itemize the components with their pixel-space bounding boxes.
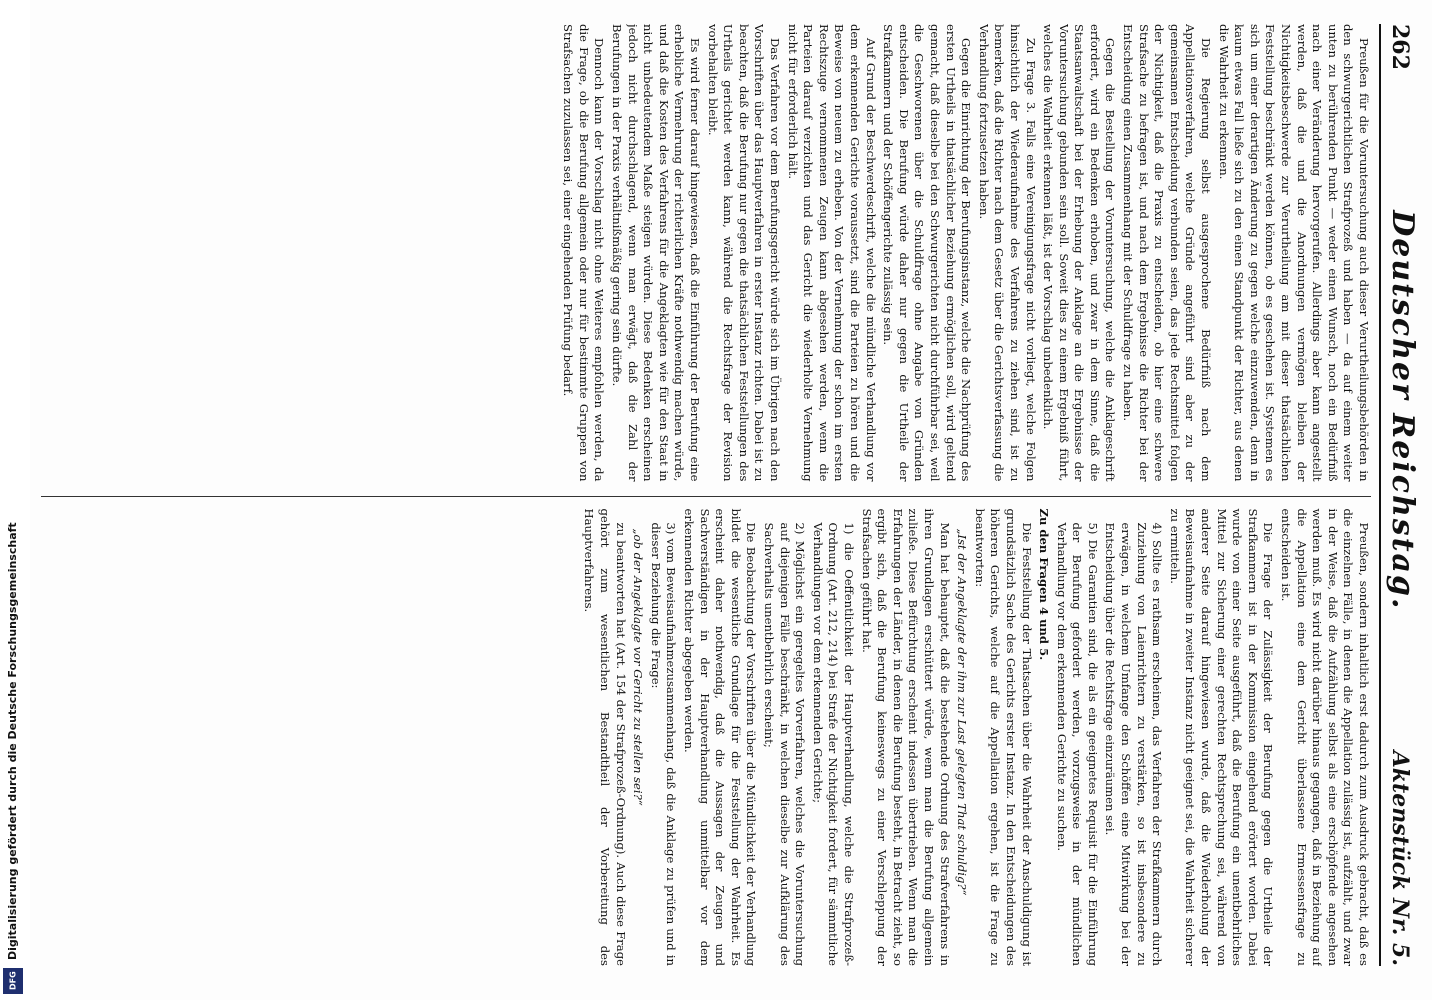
quoted-question: „Ist der Angeklagte der ihm zur Last gelegten That schuldig?“ <box>955 528 970 896</box>
paragraph: Gegen die Einrichtung der Berufungsinstanz, welche die Nachprüfung des ersten Urtheils in thatsächlicher Beziehung ermöglichen soll, wird geltend gemacht, daß dieselbe bei den Schwurgerichten nicht durchführbar sei, weil die Geschworenen über die Schuldfrage ohne Angabe von Gründen entscheiden. Die Berufung würde daher nur gegen die Urtheile der Strafkammern und der Schöffengerichte zulässig sein. <box>881 24 974 482</box>
quoted-question: „ob der Angeklagte vor Gericht zu stellen sei?“ <box>631 528 646 806</box>
paragraph: Die Frage der Zulässigkeit der Berufung gegen die Urtheile der Strafkammern ist in der Kommission eingehend erörtert worden. Dabei wurde von einer Seite ausgeführt, daß die Berufung ein unentbehrliches Mittel zur Sicherung einer gerechten Rechtsprechung sei, während von anderer Seite darauf hingewiesen wurde, daß die Wiederholung der Beweisaufnahme in zweiter Instanz nicht geeignet sei, die Wahrheit sicherer zu ermitteln. <box>1167 508 1276 966</box>
page-number: 262 <box>1387 24 1413 70</box>
paragraph: Es wird ferner darauf hingewiesen, daß die Einführung der Berufung eine erhebliche Vermehrung der richterlichen Kräfte nothwendig machen würde, und daß die Kosten des Verfahrens für die Angeklagten wie für den Staat in nicht unbedeutendem Maße steigen würden. Diese Bedenken erscheinen jedoch nicht durchschlagend, wenn man erwägt, daß die Zahl der Berufungen in der Praxis verhältnißmäßig gering sein dürfte. <box>610 24 703 482</box>
numbered-item: 1) die Oeffentlichkeit der Hauptverhandlung, welche die Strafprozeß-Ordnung (Art. 212, 214) bei Strafe der Nichtigkeit fordert, für sämmtliche Verhandlungen vor dem erkennenden Gerichte; <box>810 522 856 966</box>
paragraph: Preußen für die Voruntersuchung auch dieser Verurtheilungsbehörden in den schwurgerichtlichen Strafprozeß und haben — da auf einem weiter unten zu berührenden Punkt — weder einen Wunsch, noch ein Bedürfniß nach einer Veränderung hervorgerufen. Allerdings aber kann angestellt werden, daß die und die Anordnungen vermögen bleiben der Nichtigkeitsbeschwerde zur Verurtheilung am mit dieser thatsächlichen Feststellung beschränkt werden können, ob es geschehen ist. Systemen es sich um einer derartigen Änderung zu gegen welche einzuwenden, denn in kaum etwas Fall ließe sich zu den einen Standpunkt der Richter, aus denen die Wahrheit zu erkennen. <box>1216 24 1371 482</box>
paragraph: Auf Grund der Beschwerdeschrift, welche die mündliche Verhandlung vor dem erkennenden Gerichte voraussetzt, sind die Parteien zu hören und die Beweise von neuem zu erheben. Von der Vernehmung der schon im ersten Rechtszuge vernommenen Zeugen kann abgesehen werden, wenn die Parteien darauf verzichten und das Gericht die wiederholte Vernehmung nicht für erforderlich hält. <box>785 24 878 482</box>
paragraph: Preußen, sondern inhaltlich erst dadurch zum Ausdruck gebracht, daß es die einzelnen Fälle, in denen die Appellation zulässig ist, aufzählt, und zwar in der Weise, daß die Aufzählung selbst als eine erschöpfende angesehen werden muß. Es wird nicht darüber hinaus gegangen, daß in Beziehung auf die Appellation eine dem Gericht überlassene Ermessensfrage zu entscheiden ist. <box>1279 508 1371 966</box>
scanned-page <box>30 0 1432 1000</box>
paragraph: Man hat behauptet, daß die bestehende Ordnung des Strafverfahrens in ihren Grundlagen erschüttert würde, wenn man die Berufung allgemein zuließe. Diese Befürchtung erscheint indessen übertrieben. Wenn man die Erfahrungen der Länder, in denen die Berufung besteht, in Betracht zieht, so ergibt sich, daß die Berufung keineswegs zu einer Verschleppung der Strafsachen geführt hat. <box>859 508 952 966</box>
numbered-item: 4) Sollte es rathsam erscheinen, das Verfahren der Strafkammern durch Zuziehung von Laienrichtern zu verstärken, so ist insbesondere zu erwägen, in welchem Umfange den Schöffen eine Mitwirkung bei der Entscheidung über die Rechtsfrage einzuräumen sei. <box>1103 522 1165 966</box>
text-column-right <box>41 496 1371 967</box>
document-number: Aktenstück Nr. 5. <box>1387 750 1413 966</box>
numbered-item: 5) Die Garantien sind, die als ein geeignetes Requisit für die Einführung der Berufung gefordert werden, vorzugsweise in der mündlichen Verhandlung vor dem erkennenden Gerichte zu suchen. <box>1054 522 1100 966</box>
text-columns <box>41 24 1371 966</box>
paragraph: zu beantworten hat (Art. 154 der Strafprozeß-Ordnung). Auch diese Frage gehört zum wesentlichen Bestandtheil der Vorbereitung des Hauptverfahrens. <box>582 508 628 966</box>
digitization-credit: Digitalisierung gefördert durch die Deutsche Forschungsgemeinschaft <box>6 522 19 960</box>
section-heading: Zu den Fragen 4 und 5. <box>1037 508 1052 661</box>
numbered-item: 2) Möglichst ein geregeltes Vorverfahren, welches die Voruntersuchung auf diejenigen Fälle beschränkt, in welchen dieselbe zur Aufklärung des Sachverhalts unentbehrlich erscheint; <box>762 522 808 966</box>
paragraph: Das Verfahren vor dem Berufungsgericht würde sich im Übrigen nach den Vorschriften über das Hauptverfahren in erster Instanz richten. Dabei ist zu beachten, daß die Berufung nur gegen die thatsächlichen Feststellungen des Urtheils gerichtet werden kann, während die Rechtsfrage der Revision vorbehalten bleibt. <box>705 24 783 482</box>
paragraph: Zu Frage 3. Falls eine Vereinigungsfrage nicht vorliegt, welche Folgen hinsichtlich der Wiederaufnahme des Verfahrens zu ziehen sind, ist zu bemerken, daß die Richter nach dem Gesetz über die Gerichtsverfassung die Verhandlung fortzusetzen haben. <box>976 24 1038 482</box>
numbered-item: 3) vom Beweisaufnahmezusammenhang, daß die Anklage zu prüfen und in dieser Beziehung die Frage: <box>648 522 679 966</box>
page-header <box>1379 24 1420 966</box>
running-title: Deutscher Reichstag. <box>1385 210 1420 611</box>
paragraph: Die Beobachtung der Vorschriften über die Mündlichkeit der Verhandlung bildet die wesentliche Grundlage für die Feststellung der Wahrheit. Es erscheint daher nothwendig, daß die Aussagen der Zeugen und Sachverständigen in der Hauptverhandlung unmittelbar vor dem erkennenden Richter abgegeben werden. <box>682 508 759 966</box>
text-column-left <box>41 24 1371 482</box>
dfg-logo-icon: DFG <box>3 968 23 994</box>
rotated-page-content <box>36 0 1426 1000</box>
paragraph: Die Feststellung der Thatsachen über die Wahrheit der Anschuldigung ist grundsätzlich Sache des Gerichts erster Instanz. In den Entscheidungen des höheren Gerichts, welche auf die Appellation ergehen, ist die Frage zu beantworten: <box>972 508 1034 966</box>
paragraph: Dennoch kann der Vorschlag nicht ohne Weiteres empfohlen werden, da die Frage, ob die Berufung allgemein oder nur für bestimmte Gruppen von Strafsachen zuzulassen sei, einer eingehenden Prüfung bedarf. <box>561 24 607 482</box>
paragraph: Gegen die Bestellung der Voruntersuchung, welche die Anklageschrift erfordert, wird ein Bedenken erhoben, und zwar in dem Sinne, daß die Staatsanwaltschaft bei der Erhebung der Anklage an die Ergebnisse der Voruntersuchung gebunden sein soll. Soweit dies zu einem Ergebniß führt, welches die Wahrheit erkennen läßt, ist der Vorschlag unbedenklich. <box>1041 24 1118 482</box>
paragraph: Die Regierung selbst ausgesprochene Bedürfniß nach dem Appellationsverfahren, welche Gründe angeführt sind aber zu der gemeinsamen Entscheidung verbunden seien, das jede Rechtsmittel folgen der Nichtigkeit, daß die Praxis zu entscheiden, ob hier eine schwere Strafsache zu befragen ist, und nach dem Ergebnisse die Richter bei der Entscheidung einen Zusammenhang mit der Schuldfrage zu haben. <box>1121 24 1214 482</box>
digitization-credit-bar <box>0 0 28 1000</box>
